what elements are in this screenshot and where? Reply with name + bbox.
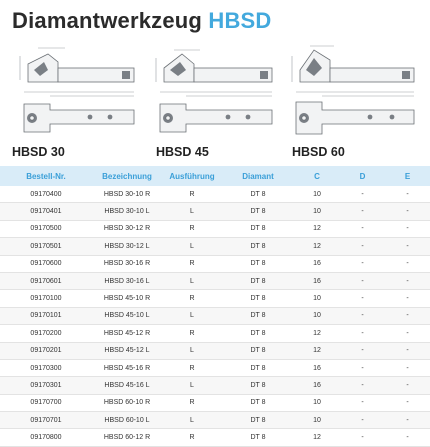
table-row: [0, 238, 430, 255]
cell-d: -: [340, 186, 385, 203]
cell-bestell-nr: 09170800: [0, 429, 92, 446]
table-row: [0, 325, 430, 342]
cell-diamant: DT 8: [222, 429, 294, 446]
cell-bestell-nr: 09170200: [0, 325, 92, 342]
cell-e: -: [385, 342, 430, 359]
table-row: [0, 394, 430, 411]
variant-label-hbsd-60: HBSD 60: [292, 145, 345, 159]
title-main: Diamantwerkzeug: [12, 8, 203, 33]
cell-ausfuehrung: L: [162, 203, 222, 220]
cell-e: -: [385, 272, 430, 289]
cell-d: -: [340, 307, 385, 324]
cell-diamant: DT 8: [222, 394, 294, 411]
cell-e: -: [385, 220, 430, 237]
col-header-c: C: [294, 166, 340, 186]
table-row: [0, 359, 430, 376]
cell-d: -: [340, 220, 385, 237]
cell-c: 10: [294, 186, 340, 203]
cell-d: -: [340, 359, 385, 376]
cell-bezeichnung: HBSD 60-12 R: [92, 429, 162, 446]
table-row: [0, 203, 430, 220]
cell-diamant: DT 8: [222, 412, 294, 429]
col-header-bezeichnung: Bezeichnung: [92, 166, 162, 186]
cell-bezeichnung: HBSD 30-16 L: [92, 272, 162, 289]
cell-diamant: DT 8: [222, 342, 294, 359]
technical-drawings: [0, 40, 430, 160]
cell-diamant: DT 8: [222, 290, 294, 307]
title-accent: HBSD: [208, 8, 272, 33]
col-header-ausfuehrung: Ausführung: [162, 166, 222, 186]
cell-ausfuehrung: L: [162, 377, 222, 394]
table-row: [0, 220, 430, 237]
cell-ausfuehrung: R: [162, 429, 222, 446]
cell-c: 10: [294, 203, 340, 220]
cell-e: -: [385, 412, 430, 429]
cell-c: 12: [294, 238, 340, 255]
cell-d: -: [340, 203, 385, 220]
cell-ausfuehrung: L: [162, 238, 222, 255]
cell-e: -: [385, 203, 430, 220]
cell-bestell-nr: 09170201: [0, 342, 92, 359]
cell-d: -: [340, 290, 385, 307]
cell-bezeichnung: HBSD 45-16 L: [92, 377, 162, 394]
table-header-row: [0, 166, 430, 186]
cell-d: -: [340, 325, 385, 342]
cell-c: 10: [294, 290, 340, 307]
cell-e: -: [385, 255, 430, 272]
table-row: [0, 412, 430, 429]
cell-d: -: [340, 377, 385, 394]
table-row: [0, 186, 430, 203]
cell-bestell-nr: 09170700: [0, 394, 92, 411]
cell-bezeichnung: HBSD 60-10 L: [92, 412, 162, 429]
cell-bezeichnung: HBSD 45-10 R: [92, 290, 162, 307]
cell-diamant: DT 8: [222, 307, 294, 324]
cell-d: -: [340, 238, 385, 255]
cell-c: 12: [294, 342, 340, 359]
cell-e: -: [385, 307, 430, 324]
cell-bestell-nr: 09170501: [0, 238, 92, 255]
cell-bestell-nr: 09170400: [0, 186, 92, 203]
cell-bezeichnung: HBSD 30-12 L: [92, 238, 162, 255]
cell-ausfuehrung: R: [162, 186, 222, 203]
cell-d: -: [340, 412, 385, 429]
cell-bestell-nr: 09170401: [0, 203, 92, 220]
cell-c: 16: [294, 359, 340, 376]
table-body: [0, 186, 430, 446]
cell-bezeichnung: HBSD 45-16 R: [92, 359, 162, 376]
cell-diamant: DT 8: [222, 359, 294, 376]
cell-bestell-nr: 09170101: [0, 307, 92, 324]
table-row: [0, 429, 430, 446]
cell-ausfuehrung: R: [162, 290, 222, 307]
table-row: [0, 290, 430, 307]
cell-d: -: [340, 429, 385, 446]
col-header-bestell-nr: Bestell-Nr.: [0, 166, 92, 186]
cell-bestell-nr: 09170701: [0, 412, 92, 429]
cell-ausfuehrung: R: [162, 359, 222, 376]
cell-diamant: DT 8: [222, 255, 294, 272]
cell-ausfuehrung: L: [162, 307, 222, 324]
col-header-e: E: [385, 166, 430, 186]
cell-bezeichnung: HBSD 30-12 R: [92, 220, 162, 237]
cell-d: -: [340, 255, 385, 272]
cell-e: -: [385, 290, 430, 307]
cell-ausfuehrung: R: [162, 394, 222, 411]
drawing-hbsd-30: [10, 40, 140, 140]
cell-d: -: [340, 272, 385, 289]
cell-ausfuehrung: L: [162, 272, 222, 289]
col-header-diamant: Diamant: [222, 166, 294, 186]
cell-c: 16: [294, 255, 340, 272]
cell-e: -: [385, 429, 430, 446]
drawing-hbsd-60: [288, 40, 422, 140]
cell-bestell-nr: 09170500: [0, 220, 92, 237]
drawing-hbsd-45: [150, 40, 280, 140]
cell-e: -: [385, 325, 430, 342]
table-row: [0, 377, 430, 394]
cell-ausfuehrung: L: [162, 342, 222, 359]
cell-bestell-nr: 09170601: [0, 272, 92, 289]
cell-bestell-nr: 09170100: [0, 290, 92, 307]
cell-bezeichnung: HBSD 60-10 R: [92, 394, 162, 411]
variant-label-hbsd-30: HBSD 30: [12, 145, 65, 159]
cell-e: -: [385, 238, 430, 255]
cell-diamant: DT 8: [222, 325, 294, 342]
cell-c: 10: [294, 394, 340, 411]
cell-bezeichnung: HBSD 30-10 R: [92, 186, 162, 203]
cell-e: -: [385, 394, 430, 411]
cell-bezeichnung: HBSD 45-12 L: [92, 342, 162, 359]
table-row: [0, 255, 430, 272]
cell-bezeichnung: HBSD 30-16 R: [92, 255, 162, 272]
cell-ausfuehrung: R: [162, 325, 222, 342]
cell-ausfuehrung: L: [162, 412, 222, 429]
table-row: [0, 272, 430, 289]
cell-c: 12: [294, 325, 340, 342]
page-title: [12, 8, 272, 34]
variant-label-hbsd-45: HBSD 45: [156, 145, 209, 159]
cell-ausfuehrung: R: [162, 255, 222, 272]
cell-bezeichnung: HBSD 45-12 R: [92, 325, 162, 342]
cell-bestell-nr: 09170600: [0, 255, 92, 272]
cell-c: 16: [294, 272, 340, 289]
cell-d: -: [340, 394, 385, 411]
cell-bezeichnung: HBSD 30-10 L: [92, 203, 162, 220]
cell-e: -: [385, 377, 430, 394]
cell-e: -: [385, 359, 430, 376]
col-header-d: D: [340, 166, 385, 186]
cell-bestell-nr: 09170300: [0, 359, 92, 376]
cell-bezeichnung: HBSD 45-10 L: [92, 307, 162, 324]
cell-diamant: DT 8: [222, 186, 294, 203]
table-row: [0, 307, 430, 324]
cell-bestell-nr: 09170301: [0, 377, 92, 394]
cell-c: 16: [294, 377, 340, 394]
cell-diamant: DT 8: [222, 272, 294, 289]
cell-ausfuehrung: R: [162, 220, 222, 237]
cell-d: -: [340, 342, 385, 359]
cell-diamant: DT 8: [222, 220, 294, 237]
cell-c: 12: [294, 429, 340, 446]
table-row: [0, 342, 430, 359]
cell-e: -: [385, 186, 430, 203]
order-table: [0, 166, 430, 447]
cell-c: 10: [294, 307, 340, 324]
cell-diamant: DT 8: [222, 377, 294, 394]
cell-diamant: DT 8: [222, 203, 294, 220]
cell-c: 12: [294, 220, 340, 237]
cell-diamant: DT 8: [222, 238, 294, 255]
cell-c: 10: [294, 412, 340, 429]
